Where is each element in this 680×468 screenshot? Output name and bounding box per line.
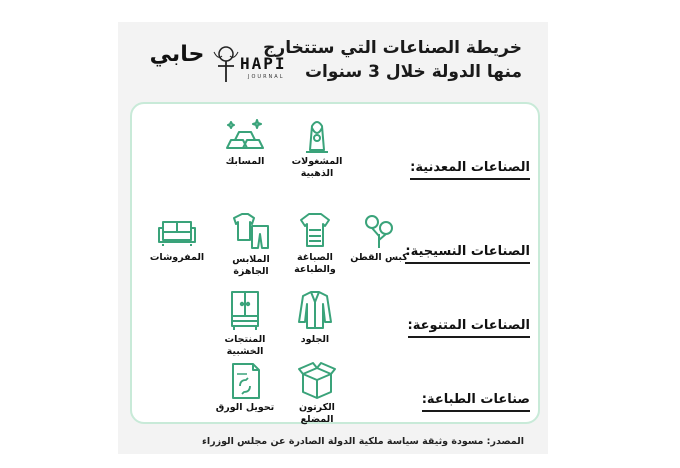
paper-recycle-icon (227, 360, 263, 400)
gold-bars-icon (223, 114, 267, 154)
item-label: المفروشات (149, 252, 205, 263)
logo-latin-text: HAPI (240, 54, 287, 73)
item-dyeing-printing (280, 210, 350, 276)
clothes-icon (230, 210, 272, 252)
title-line-1: خريطة الصناعات التي ستتخارج (263, 38, 522, 58)
item-wood-products (210, 288, 280, 358)
leather-jacket-icon (295, 288, 335, 332)
cardboard-box-icon (297, 360, 337, 400)
jewelry-bust-icon (298, 114, 336, 154)
wooden-cabinet-icon (226, 288, 264, 332)
source-note: المصدر: مسودة وثيقة سياسة ملكية الدولة الصادرة عن مجلس الوزراء (202, 436, 524, 447)
item-corrugated-cardboard (282, 360, 352, 426)
cotton-plant-icon (359, 210, 399, 250)
item-gold-jewelry (282, 114, 352, 180)
item-leather (280, 288, 350, 346)
item-label: المشغولات الذهبية (291, 156, 343, 179)
item-label: المسابك (225, 156, 265, 167)
item-foundries (210, 114, 280, 168)
item-cotton-ginning (344, 210, 414, 264)
item-furnishings (142, 210, 212, 264)
sofa-icon (155, 210, 199, 250)
ankh-emblem-icon (212, 44, 240, 84)
hapi-logo (218, 40, 298, 86)
category-metal: الصناعات المعدنية: (410, 160, 530, 175)
item-label: تحويل الورق (215, 402, 275, 413)
category-misc: الصناعات المتنوعة: (407, 318, 530, 333)
logo-arabic-text: حابي (149, 42, 205, 67)
infographic-card (118, 22, 548, 454)
item-label: الجلود (300, 334, 330, 345)
title-line-2: منها الدولة خلال 3 سنوات (304, 62, 522, 82)
industries-panel (130, 102, 540, 424)
category-printing: صناعات الطباعة: (421, 392, 530, 407)
logo-latin-subtext: JOURNAL (248, 74, 285, 80)
item-label: الصباغة والطباعة (294, 252, 336, 275)
item-label: المنتجات الخشبية (224, 334, 266, 357)
item-ready-garments (216, 210, 286, 278)
category-textile: الصناعات النسيجية: (405, 244, 530, 259)
item-label: كبس القطن (350, 252, 408, 263)
item-label: الكرتون المضلع (299, 402, 335, 425)
patterned-shirt-icon (295, 210, 335, 250)
item-label: الملابس الجاهزة (232, 254, 270, 277)
item-paper-converting (210, 360, 280, 414)
